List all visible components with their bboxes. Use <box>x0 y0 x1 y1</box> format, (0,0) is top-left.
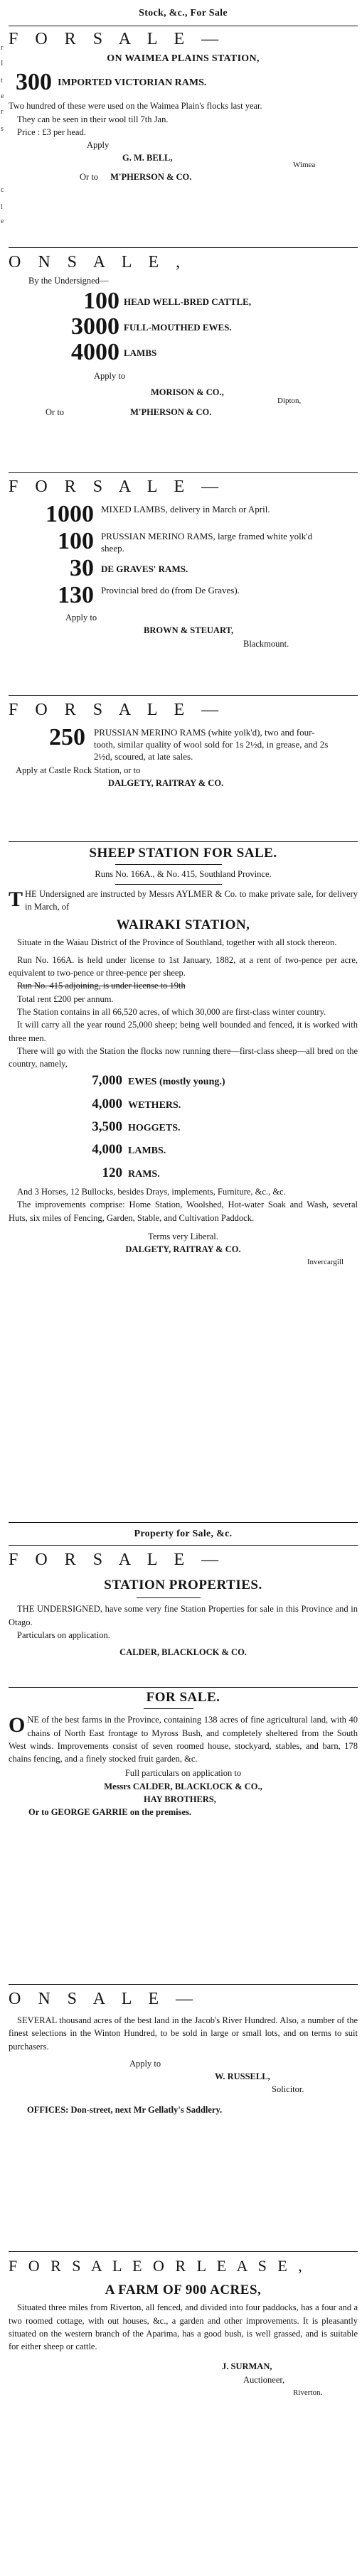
section-title: Property for Sale, &c. <box>134 1529 233 1539</box>
ad-agent: M'PHERSON & CO. <box>110 171 192 182</box>
stock-count: 3,500 <box>92 1119 122 1135</box>
ad-text: SEVERAL thousand acres of the best land in the Jacob's River Hundred. Also, a number of the finest selections in the Winton Hundred, to be sold in large or small lots, and on terms to suit purchasers. <box>9 2015 358 2052</box>
ad-text: The Station contains in all 66,520 acres, of which 30,000 are first-class winter country. <box>17 1006 326 1017</box>
ad-agent: G. M. BELL, <box>122 153 173 163</box>
ad-agent: CALDER, BLACKLOCK & CO. <box>119 1647 247 1658</box>
divider <box>115 884 222 885</box>
divider <box>9 1687 358 1688</box>
ad-apply: Apply to <box>65 613 97 623</box>
ad-text: THE UNDERSIGNED, have some very fine Station Properties for sale in this Province and in Otago. <box>9 1604 358 1627</box>
ad-banner: F O R S A L E — <box>9 478 225 496</box>
ad-subhead: ON WAIMEA PLAINS STATION, <box>107 53 260 64</box>
ad-farm-myross-bush <box>9 1691 358 1819</box>
ad-body <box>9 1713 358 1765</box>
ad-terms: Terms very Liberal. <box>148 1231 218 1241</box>
drop-cap: T <box>9 887 23 911</box>
ad-text: Two hundred of these were used on the Waimea Plain's flocks last year. <box>9 101 262 112</box>
edge-mark: t <box>1 77 3 85</box>
ad-head: STATION PROPERTIES. <box>104 1578 262 1593</box>
ad-runs: Runs No. 166A., & No. 415, Southland Province. <box>95 869 272 880</box>
stock-row <box>58 1098 358 1112</box>
ad-banner: F O R S A L E — <box>9 30 225 48</box>
stock-count: 7,000 <box>92 1073 122 1089</box>
ad-agent-role: Auctioneer, <box>243 2374 285 2385</box>
ad-text: Situated three miles from Riverton, all fenced, and divided into four paddocks, has a four and a two roomed cottage, with out houses, &c., a garden and other improvements. It is pleasantly situated on the western branch of the Aparima, has a good bush, is well grassed, and is suitable for either sheep or cattle. <box>9 2302 358 2352</box>
divider <box>115 864 222 865</box>
ad-station-name: WAIRAKI STATION, <box>116 917 250 933</box>
ad-quantity: 100 <box>58 528 94 554</box>
divider <box>9 841 358 842</box>
divider <box>9 472 358 473</box>
ad-sheep-station <box>9 847 358 1269</box>
ad-cattle-ewes-lambs <box>9 252 358 419</box>
ad-agent: MORISON & CO., <box>151 387 224 397</box>
ad-banner: F O R S A L E — <box>9 701 225 719</box>
ad-by: By the Undersigned— <box>28 276 109 286</box>
edge-mark: r <box>1 108 4 116</box>
ad-text: The improvements comprise: Home Station, Woolshed, Hot-water Soak and Wash, several Huts, six miles of Fencing, Garden, Stable, and Cultivation Paddock. <box>9 1200 358 1223</box>
ad-text: Particulars on application. <box>17 1629 110 1640</box>
ad-item: PRUSSIAN MERINO RAMS, large framed white yolk'd sheep. <box>101 531 313 554</box>
edge-mark: I <box>1 60 4 68</box>
ad-agent-place: Blackmount. <box>243 638 289 649</box>
ad-text: Total rent £200 per annum. <box>17 993 114 1004</box>
ad-agent-role: Solicitor. <box>272 2084 304 2095</box>
stock-row <box>58 1121 358 1135</box>
stock-row <box>58 1074 358 1089</box>
ad-agent: Messrs CALDER, BLACKLOCK & CO., <box>104 1781 262 1791</box>
ad-text: Run No. 415 adjoining, is under license to 19th <box>17 981 186 991</box>
ad-agent: M'PHERSON & CO. <box>130 406 212 417</box>
ad-apply: Apply <box>87 140 110 151</box>
edge-mark: e <box>1 217 4 225</box>
stock-count: 120 <box>102 1165 122 1180</box>
ad-title: FOR SALE. <box>146 1690 220 1705</box>
ad-agent-place: Wimea <box>293 161 316 170</box>
ad-item: MIXED LAMBS, delivery in March or April. <box>101 504 270 514</box>
ad-text: NE of the best farms in the Province, containing 138 acres of fine agricultural land, with 40 chains of North East frontage to Myross Bush, and completely sheltered from the South West winds. Improvements consist of seven roomed house, stockyard, stables, and barn, 178 chains fencing, and a finely stocked fruit garden, &c. <box>9 1715 358 1764</box>
divider <box>9 695 358 696</box>
ad-station-properties <box>9 1549 358 1659</box>
ad-agent: W. RUSSELL, <box>215 2071 270 2082</box>
stock-row <box>58 1167 358 1181</box>
ad-text: HE Undersigned are instructed by Messrs AYLMER & Co. to make private sale, for delivery in March, of <box>25 888 358 912</box>
edge-mark: s <box>1 125 4 133</box>
ad-agent: DALGETY, RAITRAY & CO. <box>108 778 224 789</box>
ad-title: SHEEP STATION FOR SALE. <box>89 846 277 861</box>
edge-mark: c <box>1 186 4 194</box>
stock-list <box>9 1074 358 1180</box>
ad-prussian-merino <box>9 699 358 790</box>
ad-text: They can be seen in their wool till 7th Jan. <box>17 114 169 124</box>
ad-quantity: 1000 <box>46 501 94 527</box>
ad-quantity: 4000 <box>71 339 119 366</box>
ad-or-to: Or to <box>46 406 65 417</box>
ad-quantity: 300 <box>16 69 52 96</box>
divider <box>9 1522 358 1523</box>
ad-agent-place: Dipton, <box>277 396 302 405</box>
ad-banner: F O R S A L E — <box>9 1551 225 1569</box>
ad-quantity: 3000 <box>71 313 119 340</box>
ad-text: Full particulars on application to <box>124 1768 242 1779</box>
divider <box>9 247 358 248</box>
ad-apply: Apply to <box>94 371 126 382</box>
ad-price: Price : £3 per head. <box>17 126 86 137</box>
stock-kind: LAMBS. <box>128 1146 166 1157</box>
divider <box>9 2251 358 2252</box>
left-edge-fragments <box>0 0 6 2576</box>
ad-jacobs-river-land <box>9 1988 358 2116</box>
stock-count: 4,000 <box>92 1096 122 1111</box>
ad-item: FULL-MOUTHED EWES. <box>124 322 232 333</box>
ad-banner: O N S A L E — <box>9 1990 200 2008</box>
ad-or-to: Or to <box>80 171 99 182</box>
ad-agent: DALGETY, RAITRAY & CO. <box>125 1244 241 1255</box>
ad-banner: O N S A L E , <box>9 253 187 271</box>
ad-quantity: 100 <box>83 288 119 315</box>
stock-kind: EWES (mostly young.) <box>128 1077 225 1088</box>
ad-head: A FARM OF 900 ACRES, <box>105 2283 262 2297</box>
ad-text: Situate in the Waiau District of the Province of Southland, together with all stock thereon. <box>17 937 337 948</box>
stock-kind: HOGGETS. <box>128 1123 181 1134</box>
ad-offices: OFFICES: Don-street, next Mr Gellatly's Saddlery. <box>27 2104 223 2115</box>
divider <box>9 1545 358 1546</box>
ad-lambs-rams <box>9 476 358 650</box>
section-title: Stock, &c., For Sale <box>139 8 228 18</box>
stock-kind: WETHERS. <box>128 1099 181 1111</box>
divider <box>9 1984 358 1985</box>
ad-agent: HAY BROTHERS, <box>144 1794 216 1805</box>
stock-row <box>58 1143 358 1158</box>
ad-agent: BROWN & STEUART, <box>144 625 234 636</box>
ad-item: DE GRAVES' RAMS. <box>101 564 188 574</box>
ad-quantity: 130 <box>58 582 94 608</box>
section-header <box>9 1528 358 1541</box>
section-header <box>9 7 358 20</box>
ad-intro <box>9 888 358 914</box>
ad-item: PRUSSIAN MERINO RAMS (white yolk'd), two and four-tooth, similar quality of wool sold for 1s 2½d, in grease, and 2s 2½d, scoured, at late sales. <box>94 727 329 762</box>
ad-text: There will go with the Station the flocks now running there—first-class sheep—all bred on the country, namely, <box>9 1045 358 1069</box>
ad-agent-place: Riverton. <box>293 2388 323 2398</box>
ad-quantity: 30 <box>70 555 94 581</box>
stock-kind: RAMS. <box>128 1168 160 1180</box>
ad-agent: Or to GEORGE GARRIE on the premises. <box>28 1807 192 1818</box>
ad-agent-place: Invercargill <box>307 1258 344 1267</box>
ad-item: LAMBS <box>124 347 157 359</box>
edge-mark: l <box>1 203 3 211</box>
stock-count: 4,000 <box>92 1142 122 1158</box>
ad-text: And 3 Horses, 12 Bullocks, besides Drays, implements, Furniture, &c., &c. <box>17 1186 286 1197</box>
ad-text: It will carry all the year round 25,000 sheep; being well bounded and fenced, it is worked with three men. <box>9 1020 358 1043</box>
ad-quantity: 250 <box>49 724 85 750</box>
edge-mark: e <box>1 92 4 100</box>
ad-apply: Apply at Castle Rock Station, or to <box>16 765 141 775</box>
ad-farm-riverton <box>9 2256 358 2399</box>
ad-banner: F O R S A L E O R L E A S E , <box>9 2257 306 2275</box>
drop-cap: O <box>9 1713 26 1737</box>
ad-item: IMPORTED VICTORIAN RAMS. <box>58 77 207 89</box>
ad-text: Run No. 166A. is held under license to 1st January, 1882, at a rent of two-pence per acre, equivalent to two-pence or three-pence per sheep. <box>9 954 358 979</box>
divider <box>137 1597 201 1598</box>
ad-rams-waimea <box>9 28 358 183</box>
ad-item: HEAD WELL-BRED CATTLE, <box>124 296 252 308</box>
ad-agent: J. SURMAN, <box>222 2361 272 2372</box>
edge-mark: r <box>1 44 4 52</box>
ad-apply: Apply to <box>129 2058 161 2069</box>
divider <box>144 1708 193 1709</box>
ad-item: Provincial bred do (from De Graves). <box>101 585 240 596</box>
